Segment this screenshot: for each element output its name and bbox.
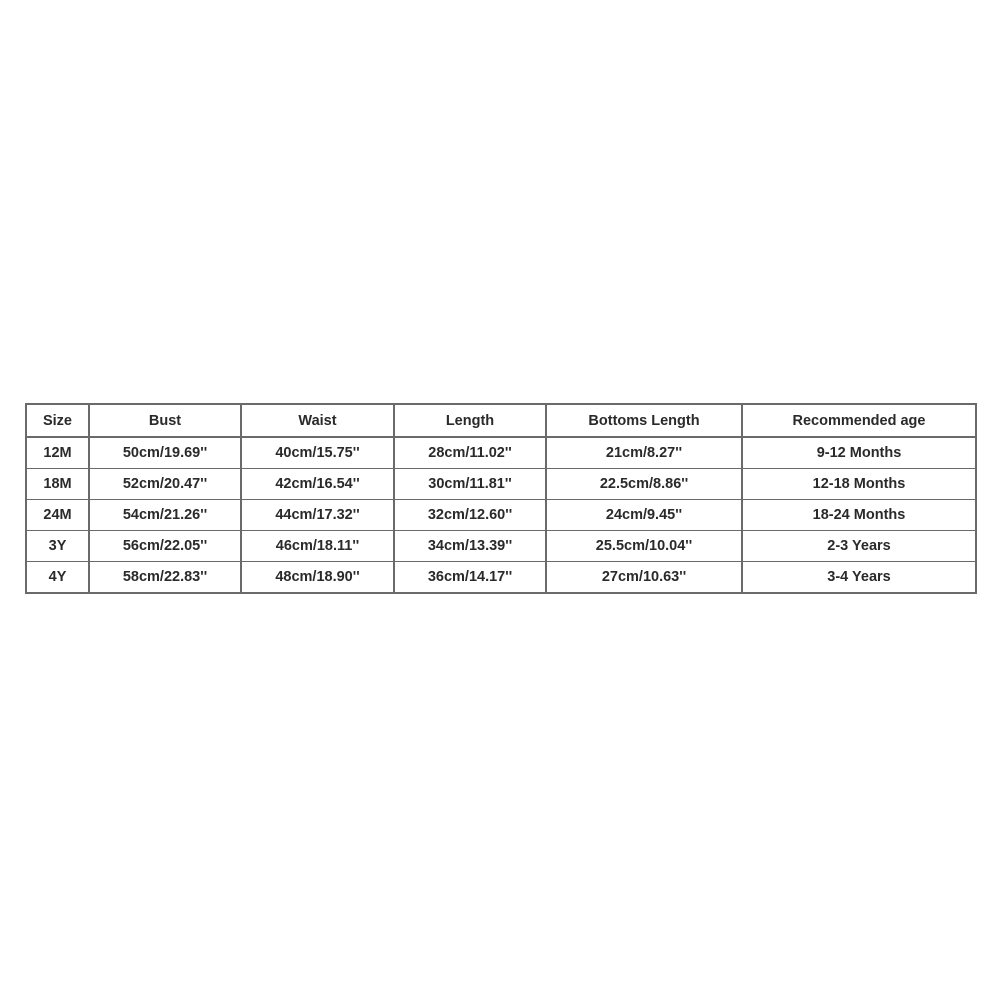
header-bust: Bust	[89, 404, 241, 437]
cell-recommended-age: 9-12 Months	[742, 437, 976, 469]
cell-size: 12M	[26, 437, 89, 469]
size-chart-body	[26, 437, 976, 593]
cell-bust: 56cm/22.05''	[89, 531, 241, 562]
header-length: Length	[394, 404, 546, 437]
cell-bottoms-length: 21cm/8.27''	[546, 437, 742, 469]
cell-bottoms-length: 27cm/10.63''	[546, 562, 742, 594]
cell-waist: 48cm/18.90''	[241, 562, 394, 594]
table-row	[26, 469, 976, 500]
cell-size: 4Y	[26, 562, 89, 594]
cell-length: 28cm/11.02''	[394, 437, 546, 469]
cell-waist: 40cm/15.75''	[241, 437, 394, 469]
cell-bust: 58cm/22.83''	[89, 562, 241, 594]
table-row	[26, 531, 976, 562]
header-row	[26, 404, 976, 437]
header-bottoms-length: Bottoms Length	[546, 404, 742, 437]
header-waist: Waist	[241, 404, 394, 437]
cell-recommended-age: 3-4 Years	[742, 562, 976, 594]
cell-size: 3Y	[26, 531, 89, 562]
cell-bust: 52cm/20.47''	[89, 469, 241, 500]
cell-recommended-age: 18-24 Months	[742, 500, 976, 531]
cell-bottoms-length: 25.5cm/10.04''	[546, 531, 742, 562]
table-row	[26, 562, 976, 594]
size-chart-header	[26, 404, 976, 437]
cell-bust: 50cm/19.69''	[89, 437, 241, 469]
cell-recommended-age: 12-18 Months	[742, 469, 976, 500]
header-recommended-age: Recommended age	[742, 404, 976, 437]
size-chart-table	[25, 403, 977, 594]
cell-length: 34cm/13.39''	[394, 531, 546, 562]
cell-bottoms-length: 24cm/9.45''	[546, 500, 742, 531]
cell-bust: 54cm/21.26''	[89, 500, 241, 531]
cell-waist: 46cm/18.11''	[241, 531, 394, 562]
cell-size: 18M	[26, 469, 89, 500]
cell-waist: 42cm/16.54''	[241, 469, 394, 500]
header-size: Size	[26, 404, 89, 437]
cell-waist: 44cm/17.32''	[241, 500, 394, 531]
cell-size: 24M	[26, 500, 89, 531]
table-row	[26, 437, 976, 469]
table-row	[26, 500, 976, 531]
cell-length: 30cm/11.81''	[394, 469, 546, 500]
cell-length: 36cm/14.17''	[394, 562, 546, 594]
cell-bottoms-length: 22.5cm/8.86''	[546, 469, 742, 500]
cell-length: 32cm/12.60''	[394, 500, 546, 531]
cell-recommended-age: 2-3 Years	[742, 531, 976, 562]
